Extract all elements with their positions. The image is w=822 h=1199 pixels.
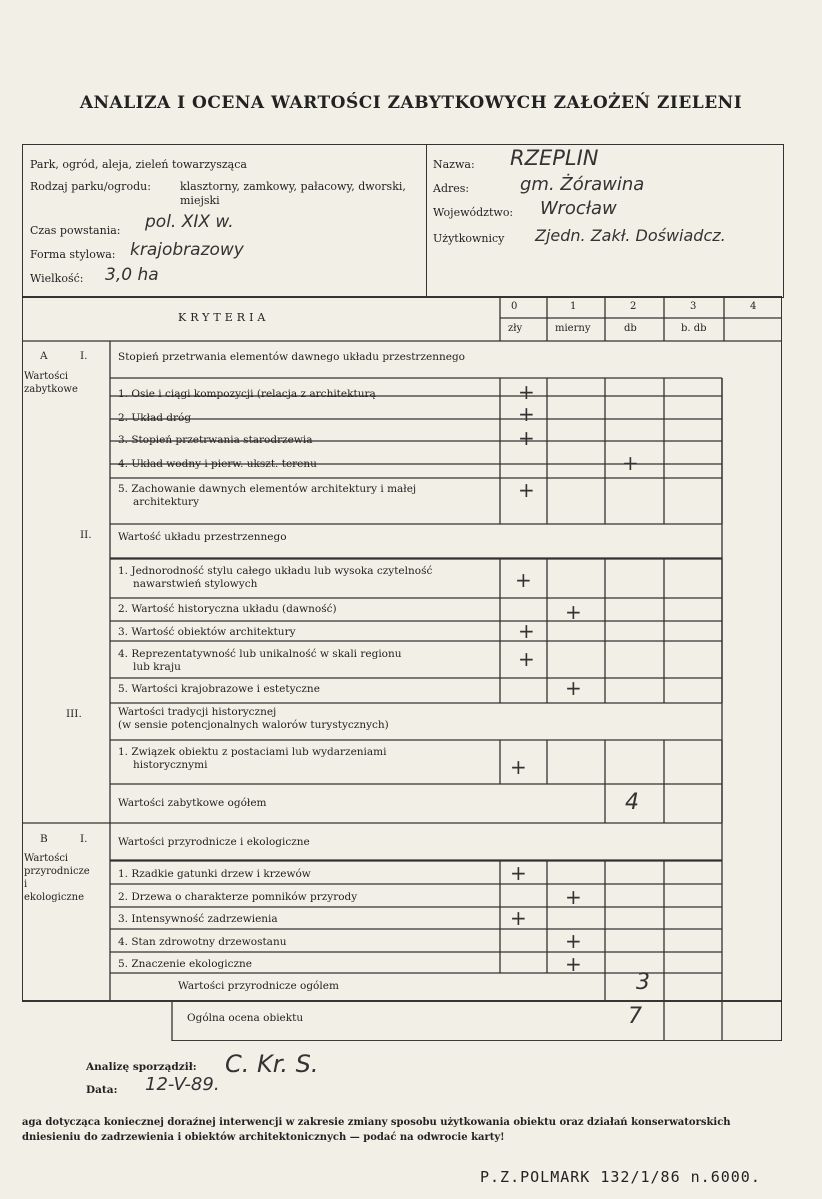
- grade-0-name: zły: [508, 323, 523, 334]
- grade-3-number: 3: [690, 301, 697, 312]
- rodzaj-options: klasztorny, zamkowy, pałacowy, dworski,: [180, 180, 406, 193]
- criterion-mark: +: [510, 906, 527, 930]
- criterion-row: 3. Stopień przetrwania starodrzewia: [118, 434, 313, 446]
- group-b1-number: I.: [80, 833, 88, 845]
- criterion-row: 5. Zachowanie dawnych elementów architektury i małej: [118, 483, 417, 495]
- group-b1-title: Wartości przyrodnicze i ekologiczne: [118, 836, 310, 848]
- kryteria-header: KRYTERIA: [178, 311, 270, 324]
- criterion-row: 5. Znaczenie ekologiczne: [118, 958, 253, 970]
- criterion-row: 4. Reprezentatywność lub unikalność w skali regionu: [118, 648, 402, 660]
- group-a2-number: II.: [80, 529, 92, 541]
- criterion-row: 3. Intensywność zadrzewienia: [118, 913, 278, 925]
- group-a3-number: III.: [66, 708, 82, 720]
- footer-note-line-2: dniesieniu do zadrzewienia i obiektów architektonicznych — podać na odwrocie karty!: [22, 1132, 505, 1143]
- prepared-by-label: Analizę sporządził:: [86, 1061, 197, 1073]
- czas-label: Czas powstania:: [30, 224, 121, 237]
- section-a-letter: A: [40, 350, 48, 362]
- criterion-row: 2. Układ dróg: [118, 412, 192, 424]
- criterion-mark: +: [518, 478, 535, 502]
- prepared-by-signature: C. Kr. S.: [225, 1050, 319, 1078]
- criterion-row: 5. Wartości krajobrazowe i estetyczne: [118, 683, 320, 695]
- overall-value: 7: [628, 1004, 642, 1029]
- rodzaj-label: Rodzaj parku/ogrodu:: [30, 180, 151, 193]
- nazwa-label: Nazwa:: [433, 158, 475, 171]
- grade-1-name: mierny: [555, 323, 591, 334]
- grade-0-number: 0: [511, 301, 518, 312]
- criterion-row: 4. Układ wodny i pierw. ukszt. terenu: [118, 458, 317, 470]
- overall-label: Ogólna ocena obiektu: [187, 1012, 304, 1024]
- criterion-mark: +: [518, 619, 535, 643]
- group-a3-title-2: (w sensie potencjonalnych walorów turystycznych): [118, 719, 389, 731]
- wojewodztwo-label: Województwo:: [433, 206, 514, 219]
- criterion-mark: +: [518, 426, 535, 450]
- criterion-mark: +: [515, 568, 532, 592]
- criterion-row-cont: nawarstwień stylowych: [133, 578, 258, 590]
- forma-value: krajobrazowy: [130, 240, 244, 260]
- criterion-row: 3. Wartość obiektów architektury: [118, 626, 296, 638]
- criterion-mark: +: [518, 647, 535, 671]
- czas-value: pol. XIX w.: [145, 212, 234, 232]
- criterion-row: 4. Stan zdrowotny drzewostanu: [118, 936, 287, 948]
- group-a1-number: I.: [80, 350, 88, 362]
- grade-4-number: 4: [750, 301, 757, 312]
- uzytkownicy-label: Użytkownicy: [433, 232, 505, 245]
- criterion-mark: +: [565, 676, 582, 700]
- wielkosc-label: Wielkość:: [30, 272, 84, 285]
- document-title: ANALIZA I OCENA WARTOŚCI ZABYTKOWYCH ZAŁOŻEŃ ZIELENI: [79, 93, 743, 113]
- criterion-row-cont: lub kraju: [133, 661, 181, 673]
- criterion-mark: +: [565, 929, 582, 953]
- footer-note-line-1: aga dotycząca koniecznej doraźnej interwencji w zakresie zmiany sposobu użytkowania obiektu oraz działań konserwatorskich: [22, 1117, 731, 1128]
- criterion-row: 2. Wartość historyczna układu (dawność): [118, 603, 337, 615]
- criterion-row-cont: historycznymi: [133, 759, 208, 771]
- grade-1-number: 1: [570, 301, 577, 312]
- group-a2-title: Wartość układu przestrzennego: [118, 531, 287, 543]
- forma-label: Forma stylowa:: [30, 248, 116, 261]
- criterion-row: 1. Osie i ciągi kompozycji (relacja z architekturą: [118, 388, 376, 400]
- criterion-mark: +: [510, 755, 527, 779]
- nazwa-value: RZEPLIN: [510, 146, 599, 170]
- group-a3-title-1: Wartości tradycji historycznej: [118, 706, 277, 718]
- wielkosc-value: 3,0 ha: [105, 265, 159, 285]
- date-value: 12-V-89.: [145, 1074, 220, 1095]
- rodzaj-options-2: miejski: [180, 194, 220, 207]
- criterion-mark: +: [518, 380, 535, 404]
- criterion-mark: +: [510, 861, 527, 885]
- section-a-label: Wartości zabytkowe: [24, 371, 78, 395]
- criterion-mark: +: [565, 952, 582, 976]
- total-zabytkowe-label: Wartości zabytkowe ogółem: [118, 797, 267, 809]
- criterion-row-cont: architektury: [133, 496, 200, 508]
- wojewodztwo-value: Wrocław: [540, 198, 617, 219]
- header-divider: [426, 144, 427, 296]
- total-przyrodnicze-label: Wartości przyrodnicze ogólem: [178, 980, 339, 992]
- criterion-row: 1. Związek obiektu z postaciami lub wydarzeniami: [118, 746, 387, 758]
- grade-3-name: b. db: [681, 323, 707, 334]
- park-type-line: Park, ogród, aleja, zieleń towarzysząca: [30, 158, 247, 171]
- total-zabytkowe-value: 4: [625, 790, 639, 815]
- criterion-row: 1. Jednorodność stylu całego układu lub wysoka czytelność: [118, 565, 433, 577]
- grade-2-name: db: [624, 323, 637, 334]
- section-b-label: Wartości przyrodnicze i ekologiczne: [24, 853, 90, 903]
- criterion-row: 1. Rzadkie gatunki drzew i krzewów: [118, 868, 311, 880]
- date-label: Data:: [86, 1084, 118, 1096]
- uzytkownicy-value: Zjedn. Zakł. Doświadcz.: [535, 226, 726, 245]
- total-przyrodnicze-value: 3: [636, 970, 650, 995]
- criterion-mark: +: [622, 451, 639, 475]
- criterion-row: 2. Drzewa o charakterze pomników przyrody: [118, 891, 358, 903]
- section-b-letter: B: [40, 833, 48, 845]
- grade-2-number: 2: [630, 301, 637, 312]
- criterion-mark: +: [565, 600, 582, 624]
- adres-value: gm. Żórawina: [520, 174, 645, 195]
- adres-label: Adres:: [433, 182, 470, 195]
- print-code: P.Z.POLMARK 132/1/86 n.6000.: [480, 1168, 761, 1186]
- criterion-mark: +: [518, 402, 535, 426]
- group-a1-title: Stopień przetrwania elementów dawnego układu przestrzennego: [118, 351, 465, 363]
- criterion-mark: +: [565, 885, 582, 909]
